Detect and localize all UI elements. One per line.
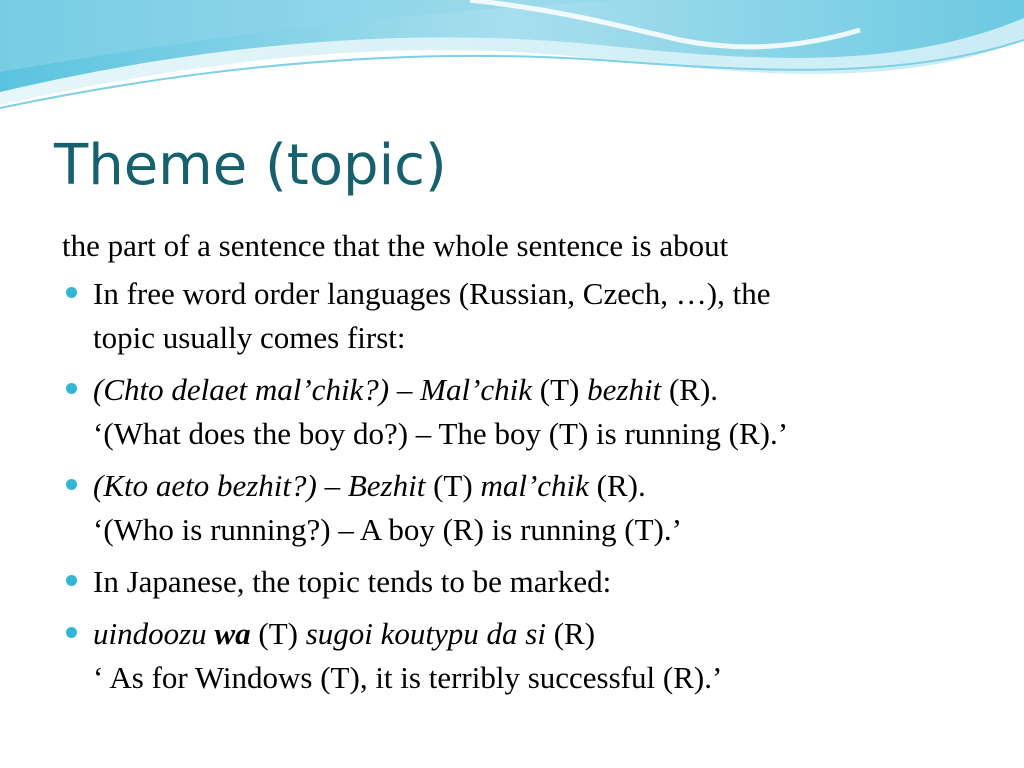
rheme-marker: (R). [661,372,719,407]
russian-topic-word: Mal’chik [420,372,533,407]
bullet-item [62,612,1002,700]
bullet-line: topic usually comes first: [93,320,406,355]
bullet-dot-icon [66,383,77,394]
rheme-marker: (R). [588,468,646,503]
bullet-line [93,464,1002,508]
bullet-dot-icon [66,575,77,586]
dash-separator: – [389,372,421,407]
rheme-marker: (R) [545,616,596,651]
topic-marker: (T) [532,372,588,407]
bullet-line-translation: ‘ As for Windows (T), it is terribly successful (R).’ [93,660,723,695]
bullet-dot-icon [66,287,77,298]
japanese-topic-word: uindoozu [93,616,207,651]
russian-question: (Kto aeto bezhit?) [93,468,317,503]
bullet-item [62,464,1002,552]
japanese-rheme-phrase: sugoi koutypu da si [305,616,546,651]
russian-topic-word: Bezhit [347,468,426,503]
slide-title: Theme (topic) [54,133,447,198]
header-wave-decoration [0,0,1024,130]
bullet-item [62,272,1002,360]
russian-rheme-word: bezhit [587,372,662,407]
russian-rheme-word: mal’chik [480,468,589,503]
japanese-topic-particle: wa [214,616,251,651]
slide-body [62,224,1002,708]
bullet-line [93,612,1002,656]
bullet-item [62,368,1002,456]
topic-marker: (T) [425,468,481,503]
bullet-dot-icon [66,627,77,638]
bullet-line-translation: ‘(Who is running?) – A boy (R) is running (T).’ [93,512,682,547]
bullet-line: In free word order languages (Russian, Czech, …), the [93,276,771,311]
dash-separator: – [316,468,348,503]
bullet-line-translation: ‘(What does the boy do?) – The boy (T) is running (R).’ [93,416,789,451]
topic-marker: (T) [250,616,306,651]
bullet-line: In Japanese, the topic tends to be marked: [93,564,612,599]
bullet-dot-icon [66,479,77,490]
bullet-line [93,368,1002,412]
bullet-item [62,560,1002,604]
intro-text: the part of a sentence that the whole sentence is about [62,228,729,263]
russian-question: (Chto delaet mal’chik?) [93,372,390,407]
